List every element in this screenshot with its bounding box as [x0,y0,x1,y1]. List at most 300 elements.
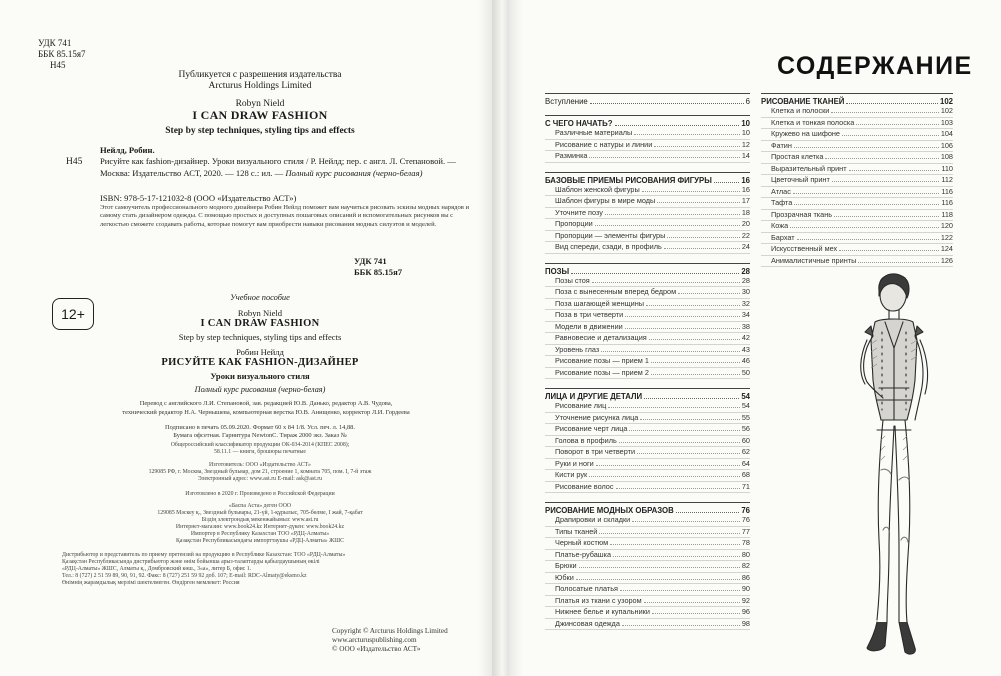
book-gutter [492,0,509,676]
toc-entry-page: 116 [941,186,953,196]
print-line: Импортер в Республику Казахстан ТОО «РДЦ-Алматы» [190,531,330,537]
leader-dots [825,158,938,159]
toc-entry-title: Нижнее белье и купальники [555,607,650,616]
isbn: ISBN: 978-5-17-121032-8 (ООО «Издательство АСТ») [100,193,297,203]
toc-entry-title: Модели в движении [555,321,623,331]
toc-entry[interactable] [545,550,750,562]
toc-entry-title: Анималистичные принты [771,255,857,265]
annotation: Этот самоучитель профессионального модного дизайнера Робин Нейлд поможет вам научиться рисовать эскизы модных нарядов и самому стать дизайнером одежды. С помощью простых и доступных пошаговых описаний и вспомогательных рисунков вы с легкостью сможете создавать работы, которые помогут вам приобрести навыки рисования модных силуэтов и моделей. [100,204,470,228]
author-mark-left: Н45 [66,157,83,167]
toc-entry[interactable] [545,310,750,322]
toc-entry-page: 54 [741,401,750,410]
toc-entry-title: Брюки [555,561,577,570]
leader-dots [831,112,938,113]
toc-entry[interactable] [545,527,750,539]
toc-entry-title: Поза шагающей женщины [555,298,645,308]
toc-entry-page: 104 [940,129,953,138]
toc-section-title: С ЧЕГО НАЧАТЬ? [545,119,613,128]
toc-entry-page: 92 [741,595,750,605]
leader-dots [601,351,740,352]
toc-entry[interactable] [545,287,750,299]
copyright-line: © ООО «Издательство АСТ» [332,645,421,653]
leader-dots [849,170,940,171]
publisher-note [150,70,370,92]
toc-entry[interactable] [545,231,750,243]
toc-entry-title: Кожа [771,221,789,230]
toc-entry[interactable] [545,345,750,357]
distributor-info [62,552,472,587]
leader-dots [651,362,740,363]
toc-entry[interactable] [545,459,750,471]
print-line: Тел.: 8 (727) 2 51 59 89, 90, 91, 92. Факс: 8 (727) 251 59 92 доб. 107; E-mail: RDC-Almaty@eksmo.kz [62,573,307,579]
toc-entry-title: Фатин [771,140,792,150]
toc-section-heading[interactable] [545,502,750,515]
publisher-name: Arcturus Holdings Limited [208,81,312,91]
toc-entry[interactable] [545,619,750,631]
toc-entry[interactable] [761,106,953,118]
toc-entry[interactable] [545,561,750,573]
toc-entry-page: 32 [741,298,750,308]
toc-entry-page: 50 [741,367,750,377]
toc-entry-title: Черный костюм [555,538,609,547]
edu-label: Учебное пособие [230,293,290,302]
toc-entry-page: 102 [940,106,953,115]
toc-entry-page: 112 [941,175,953,184]
toc-entry-title: Шаблон женской фигуры [555,184,640,194]
udk-right [354,256,402,278]
print-line: Подписано в печать 05.09.2020. Формат 60 x 84 1/8. Усл. печ. л. 14,88. [165,424,355,431]
toc-entry-page: 76 [741,515,750,524]
udk-right-line: УДК 741 [354,256,387,266]
toc-entry-title: Клетка и тонкая полоска [771,117,855,127]
print-line: Қазақстан Республикасында дистрибьютор және өнім бойынша арыз-талаптарды қабылдаушының өкілі [62,559,320,565]
toc-entry-title: Поворот в три четверти [555,447,636,456]
toc-entry-title: Кружево на шифоне [771,129,840,138]
toc-page-number: 28 [741,266,750,276]
toc-entry[interactable] [545,356,750,368]
leader-dots [608,407,740,408]
manufacturer-info [110,462,410,483]
leader-dots [576,579,740,580]
leader-dots [616,488,740,489]
toc-section-heading[interactable] [545,263,750,276]
leader-dots [625,328,740,329]
subtitle-ru: Уроки визуального стиля [210,371,310,381]
toc-entry-title: Юбки [555,572,574,582]
made-in: Изготовлено в 2020 г. Произведено в Российской Федерации [185,491,335,497]
toc-entry-page: 16 [741,184,750,194]
leader-dots [714,182,739,183]
leader-dots [632,521,740,522]
toc-entry-page: 56 [741,424,750,433]
author-en: Robyn Nield [235,99,285,109]
leader-dots [676,512,740,513]
leader-dots [667,237,740,238]
toc-entry[interactable] [545,322,750,334]
age-rating-badge: 12+ [52,298,94,330]
leader-dots [619,442,740,443]
toc-entry-title: Рисование с натуры и линии [555,139,653,149]
toc-entry[interactable] [545,515,750,527]
toc-section-heading[interactable] [545,115,750,128]
leader-dots [839,250,939,251]
toc-entry[interactable] [545,242,750,254]
leader-dots [595,225,740,226]
subtitle-en-2: Step by step techniques, styling tips and effects [178,332,342,342]
toc-section-title: ЛИЦА И ДРУГИЕ ДЕТАЛИ [545,392,643,401]
leader-dots [613,556,740,557]
toc-entry[interactable] [761,210,953,222]
toc-entry-title: Тафта [771,198,793,207]
print-line: 129085 РФ, г. Москва, Звездный бульвар, дом 21, строение 1, комната 705, пом. I, 7-й этаж [148,469,372,475]
print-line: 129085 Мәскеу қ., Звездный бульвары, 21-үй, 1-құрылыс, 705-бөлме, I жай, 7-қабат [157,510,363,516]
toc-entry-page: 122 [940,232,953,242]
toc-entry-page: 18 [741,207,750,217]
print-line: Электронный адрес: www.ast.ru E-mail: ask@ast.ru [197,476,323,482]
toc-entry-title: Позы стоя [555,275,590,285]
toc-section-title: ПОЗЫ [545,266,570,276]
toc-entry[interactable] [545,596,750,608]
leader-dots [610,544,740,545]
toc-entry-page: 28 [741,275,750,285]
toc-entry-page: 64 [741,458,750,468]
author-en-2: Robyn Nield [237,308,283,318]
toc-entry[interactable] [545,185,750,197]
toc-entry-title: Различные материалы [555,128,633,137]
toc-section-heading[interactable] [545,388,750,401]
leader-dots [629,430,739,431]
copyright-block [332,627,448,654]
leader-dots [637,453,740,454]
bibliographic-record [100,145,472,179]
toc-page-number: 76 [741,506,750,515]
leader-dots [652,613,740,614]
toc-section [761,93,953,267]
leader-dots [793,193,940,194]
leader-dots [599,533,740,534]
toc-entry-title: Искусственный мех [771,244,838,253]
print-line: Бумага офсетная. Гарнитура NewtonC. Тираж 2000 экз. Заказ № [173,431,347,439]
leader-dots [649,339,740,340]
toc-entry-title: Бархат [771,232,795,242]
left-page [0,0,492,676]
toc-entry[interactable] [545,447,750,459]
toc-entry-page: 77 [741,526,750,536]
toc-entry[interactable] [545,151,750,163]
toc-entry[interactable] [545,299,750,311]
toc-entry-page: 116 [941,198,953,207]
bbk-right-line: ББК 85.15я7 [354,267,403,277]
leader-dots [589,157,739,158]
toc-entry-title: Пропорции [555,219,593,228]
print-info [150,424,370,439]
copyright-line: Copyright © Arcturus Holdings Limited [332,627,448,635]
leader-dots [625,316,740,317]
toc-entry-page: 24 [741,242,750,251]
toc-entry-title: Пропорции — элементы фигуры [555,230,666,240]
toc-entry-page: 17 [741,196,750,205]
print-line: Өнімнің жарамдылық мерзімі шектелмеген. Өндірген мемлекет: Россия [62,580,240,586]
toc-entry[interactable] [761,175,953,187]
toc-page-number: 54 [741,392,750,401]
leader-dots [858,262,939,263]
toc-entry-page: 20 [741,219,750,228]
toc-entry[interactable] [545,368,750,380]
toc-entry[interactable] [545,208,750,220]
leader-dots [834,216,939,217]
toc-section [545,263,750,380]
toc-entry-page: 90 [741,584,750,593]
toc-entry[interactable] [545,333,750,345]
toc-section [545,115,750,163]
toc-entry-title: Равновесие и детализация [555,333,647,342]
toc-entry-page: 55 [741,412,750,422]
toc-entry-page: 78 [741,538,750,547]
toc-entry[interactable] [761,141,953,153]
toc-entry[interactable] [545,573,750,585]
kz-info [110,503,410,545]
toc-entry[interactable] [545,607,750,619]
leader-dots [856,124,939,125]
leader-dots [615,125,740,126]
toc-entry[interactable] [545,584,750,596]
leader-dots [620,590,740,591]
toc-entry[interactable] [545,196,750,208]
leader-dots [832,181,940,182]
biblio-series: Полный курс рисования (черно-белая) [285,167,423,178]
toc-entry[interactable] [545,219,750,231]
toc-entry-page: 38 [741,321,750,331]
toc-page-number: 16 [741,175,750,185]
print-line: Дистрибьютор и представитель по приему претензий на продукцию в Республике Казахстан: ТОО «РДЦ-Алматы» [62,552,346,558]
toc-entry-page: 126 [940,255,953,265]
toc-entry-title: Прозрачная ткань [771,209,833,219]
leader-dots [590,103,744,104]
toc-entry[interactable] [761,152,953,164]
toc-entry-title: Разминка [555,151,588,160]
toc-section-title: БАЗОВЫЕ ПРИЕМЫ РИСОВАНИЯ ФИГУРЫ [545,175,712,185]
toc-entry-title: Шаблон фигуры в мире моды [555,196,656,205]
toc-entry[interactable] [545,424,750,436]
toc-entry-page: 86 [741,572,750,582]
toc-entry-page: 106 [940,140,953,150]
print-line: Интернет-магазин: www.book24.kz Интернет-дүкен: www.book24.kz [175,524,345,530]
toc-entry-title: Руки и ноги [555,458,594,468]
leader-dots [571,273,739,274]
toc-page-number: 10 [741,119,750,128]
toc-entry-page: 60 [741,435,750,445]
toc-entry-page: 42 [741,333,750,342]
right-page [509,0,1001,676]
credits-line-2: технический редактор Н.А. Чернышева, компьютерная верстка Ю.В. Анищенко, корректор Л.И. Гордеева [122,409,410,416]
toc-entry-page: 124 [940,244,953,253]
leader-dots [642,191,740,192]
print-line: Біздің электрондық мекенжайымыз: www.ast.ru [201,517,319,523]
leader-dots [622,625,740,626]
biblio-author: Нейлд, Робин. [100,145,155,155]
toc-entry[interactable] [761,129,953,141]
toc-entry[interactable] [545,538,750,550]
toc-entry[interactable] [761,164,953,176]
toc-entry-page: 10 [741,128,750,137]
toc-entry-page: 43 [741,344,750,354]
title-en: I CAN DRAW FASHION [192,108,328,122]
toc-entry-title: Рисование позы — прием 1 [555,356,649,365]
leader-dots [842,135,939,136]
toc-entry[interactable] [545,401,750,413]
leader-dots [846,103,938,104]
toc-section [545,93,750,106]
toc-entry[interactable] [761,198,953,210]
toc-section-heading[interactable] [545,172,750,185]
toc-entry[interactable] [761,187,953,199]
toc-entry-title: Поза с вынесенным вперед бедром [555,287,677,296]
toc-entry-title: Поза в три четверти [555,310,624,319]
leader-dots [651,374,740,375]
toc-entry-page: 71 [741,481,750,491]
toc-entry-page: 46 [741,356,750,365]
toc-entry-page: 34 [741,310,750,319]
toc-entry-title: Атлас [771,186,791,196]
toc-section [545,502,750,630]
credits-line-1: Перевод с английского Л.И. Степановой, зав. редакцией Ю.В. Данько, редактор А.В. Чудова, [139,400,393,407]
leader-dots [657,202,740,203]
toc-entry[interactable] [761,244,953,256]
leader-dots [592,282,740,283]
toc-entry-title: Платья из ткани с узором [555,595,642,605]
fashion-figure-illustration [819,270,959,670]
toc-section-heading[interactable] [545,93,750,106]
toc-entry-title: Полосатые платья [555,584,618,593]
toc-entry-title: Уточнение рисунка лица [555,412,639,422]
toc-entry-page: 103 [940,117,953,127]
toc-entry[interactable] [545,140,750,152]
toc-page-number: 6 [745,97,750,106]
toc-entry-page: 80 [741,549,750,559]
publisher-url: www.arcturuspublishing.com [332,636,417,644]
toc-entry-page: 120 [940,221,953,230]
leader-dots [794,147,939,148]
biblio-text: Рисуйте как fashion-дизайнер. Уроки визуального стиля / Р. Нейлд; пер. с англ. Л. Степановой. — Москва: Издательство АСТ, 2020. — 128 с.: ил. — [100,156,456,178]
udk-block [38,38,85,71]
toc-entry-title: Голова в профиль [555,435,617,445]
toc-section-title: РИСОВАНИЕ ТКАНЕЙ [761,97,845,106]
toc-entry[interactable] [545,276,750,288]
toc-entry-title: Клетка и полоски [771,106,830,115]
publisher-note-line: Публикуется с разрешения издательства [178,70,342,80]
toc-entry-title: Рисование волос [555,481,614,491]
leader-dots [646,305,740,306]
toc-entry[interactable] [545,482,750,494]
toc-entry[interactable] [761,256,953,268]
toc-column-left [545,93,750,639]
toc-entry-page: 22 [741,230,750,240]
classifier-info [150,442,370,456]
print-line: 58.11.1 — книги, брошюры печатные [213,449,307,455]
leader-dots [589,476,740,477]
toc-entry-page: 96 [741,607,750,616]
toc-entry-title: Джинсовая одежда [555,618,620,628]
toc-section [545,388,750,493]
print-line: «РДЦ-Алматы» ЖШС, Алматы қ., Домбровский көш., 3«а», литер Б, офис 1. [62,566,252,572]
leader-dots [640,419,740,420]
leader-dots [644,602,740,603]
leader-dots [797,239,939,240]
toc-entry-title: Цветочный принт [771,175,830,184]
author-mark: Н45 [50,60,66,70]
toc-entry[interactable] [761,221,953,233]
toc-entry-title: Уточните позу [555,207,603,217]
toc-entry-page: 14 [741,151,750,160]
leader-dots [634,134,740,135]
toc-entry-title: Рисование лиц [555,401,607,410]
toc-entry[interactable] [545,128,750,140]
toc-entry-page: 82 [741,561,750,570]
leader-dots [644,398,739,399]
print-line: Общероссийский классификатор продукции ОК-034-2014 (КПЕС 2008); [170,442,350,448]
toc-column-right [761,93,953,276]
leader-dots [664,248,740,249]
toc-entry-title: Вид спереди, сзади, в профиль [555,242,662,251]
toc-entry[interactable] [545,436,750,448]
author-ru: Робин Нейлд [236,347,284,357]
title-en-2: I CAN DRAW FASHION [200,318,320,329]
toc-entry-page: 12 [741,139,750,149]
leader-dots [794,204,939,205]
udk-line: УДК 741 [38,38,72,48]
toc-entry-title: Драпировки и складки [555,515,631,524]
toc-section [545,172,750,254]
toc-section-title: Вступление [545,97,588,106]
toc-entry-title: Платье-рубашка [555,549,612,559]
title-ru: РИСУЙТЕ КАК FASHION-ДИЗАЙНЕР [161,357,359,368]
toc-page-number: 102 [939,97,953,106]
leader-dots [654,146,740,147]
toc-entry-title: Типы тканей [555,526,598,536]
toc-title: СОДЕРЖАНИЕ [777,52,973,80]
toc-entry-page: 62 [741,447,750,456]
toc-entry-page: 68 [741,470,750,479]
toc-section-title: РИСОВАНИЕ МОДНЫХ ОБРАЗОВ [545,506,674,515]
subtitle-en: Step by step techniques, styling tips and effects [165,126,355,136]
toc-entry-title: Простая клетка [771,152,824,161]
print-line: «Баспа Аста» деген ООО [228,503,292,509]
leader-dots [678,293,740,294]
leader-dots [605,214,740,215]
toc-entry-page: 30 [741,287,750,296]
toc-entry-page: 108 [940,152,953,161]
toc-entry-page: 110 [941,163,953,173]
toc-entry-page: 118 [941,209,953,219]
toc-entry[interactable] [761,233,953,245]
toc-entry[interactable] [545,470,750,482]
toc-entry-page: 98 [741,618,750,628]
toc-entry[interactable] [761,118,953,130]
print-line: Изготовитель: ООО «Издательство АСТ» [209,462,311,468]
leader-dots [579,567,740,568]
toc-section-heading[interactable] [761,93,953,106]
toc-entry-title: Кисти рук [555,470,588,479]
leader-dots [596,465,740,466]
print-line: Қазақстан Республикасындағы импорттаушы «РДЦ-Алматы» ЖШС [176,538,344,544]
toc-entry-title: Выразительный принт [771,163,847,173]
series-ru: Полный курс рисования (черно-белая) [194,385,326,394]
toc-entry-title: Рисование позы — прием 2 [555,367,649,377]
bbk-line: ББК 85.15я7 [38,49,86,59]
toc-entry-title: Уровень глаз [555,344,600,354]
leader-dots [790,227,939,228]
toc-entry[interactable] [545,413,750,425]
